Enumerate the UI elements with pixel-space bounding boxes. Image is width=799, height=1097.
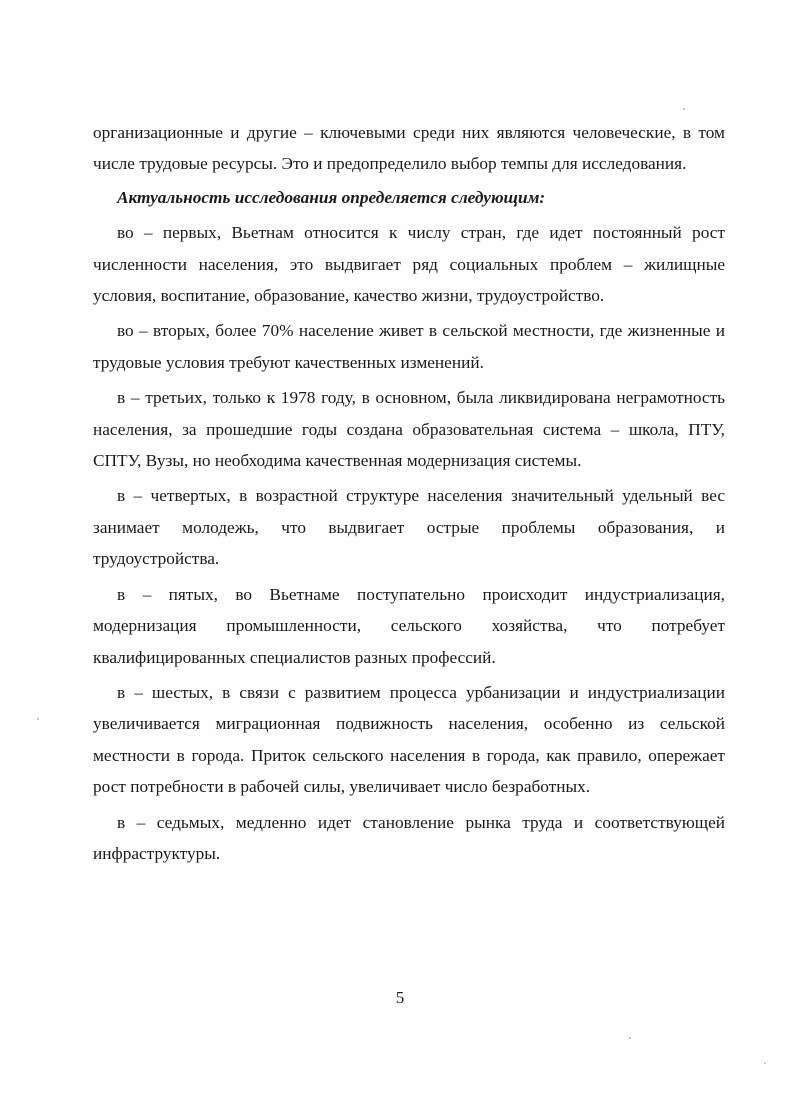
paragraph-fourth: в – четвертых, в возрастной структуре населения значительный удельный вес занимает молодежь, что выдвигает острые проблемы образования, и трудоустройства. xyxy=(93,486,725,569)
paragraph-first: во – первых, Вьетнам относится к числу стран, где идет постоянный рост численности населения, это выдвигает ряд социальных проблем – жилищные условия, воспитание, образование, качество жизни, трудоустройство. xyxy=(93,223,725,306)
intro-paragraph: организационные и другие – ключевыми среди них являются человеческие, в том числе трудовые ресурсы. Это и предопределило выбор темпы для исследования. xyxy=(93,123,725,174)
paragraph-seventh: в – седьмых, медленно идет становление рынка труда и соответствующей инфраструктуры. xyxy=(93,812,725,863)
scan-speck xyxy=(37,718,39,720)
section-heading: Актуальность исследования определяется следующим: xyxy=(117,187,546,207)
scan-speck xyxy=(683,108,685,110)
paragraph-second: во – вторых, более 70% население живет в сельской местности, где жизненные и трудовые условия требуют качественных изменений. xyxy=(93,321,725,372)
paragraph-sixth: в – шестых, в связи с развитием процесса урбанизации и индустриализации увеличивается миграционная подвижность населения, особенно из сельской местности в города. Приток сельского населения в города, как правило, опережает рост потребности в рабочей силы, увеличивает число безработных. xyxy=(93,682,725,797)
page-number: 5 xyxy=(395,988,405,1007)
document-body xyxy=(93,117,725,869)
scan-speck xyxy=(764,1062,766,1064)
scan-speck xyxy=(629,1037,631,1039)
paragraph-third: в – третьих, только к 1978 году, в основном, была ликвидирована неграмотность населения, за прошедшие годы создана образовательная система – школа, ПТУ, СПТУ, Вузы, но необходима качественная модернизация системы. xyxy=(93,388,725,471)
paragraph-fifth: в – пятых, во Вьетнаме поступательно происходит индустриализация, модернизация промышленности, сельского хозяйства, что потребует квалифицированных специалистов разных профессий. xyxy=(93,584,725,667)
